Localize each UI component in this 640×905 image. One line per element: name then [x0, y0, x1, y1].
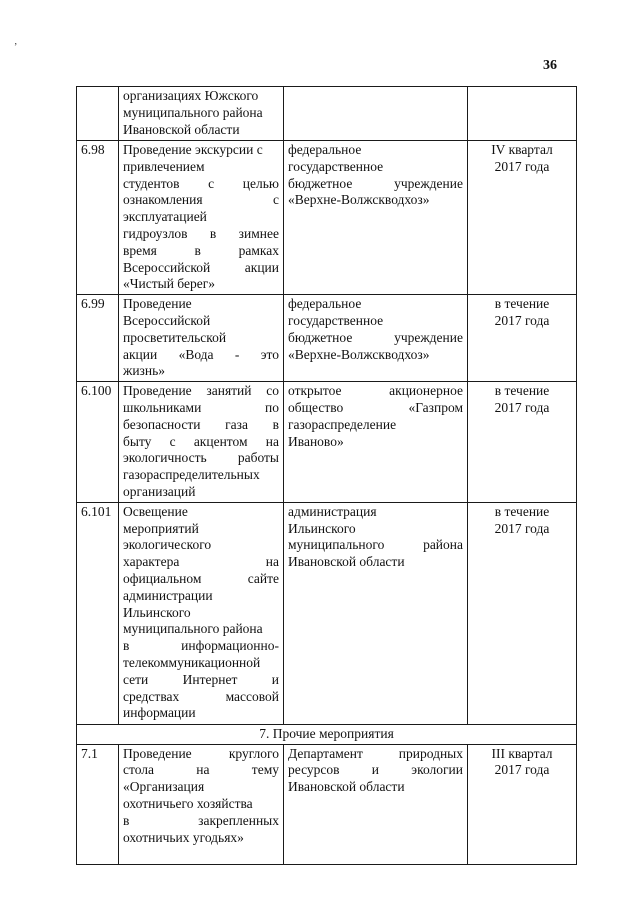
event-line: школьниками по — [123, 399, 279, 415]
term-cell — [468, 382, 577, 503]
event-cell — [119, 502, 284, 724]
term-line: 2017 года — [494, 762, 550, 778]
term-line: в течение — [494, 503, 550, 519]
executor-line: Ивановской области — [288, 554, 405, 570]
term-line: IV квартал — [491, 142, 553, 157]
event-line: быту с акцентом на — [123, 433, 279, 449]
event-line: «Чистый берег» — [123, 276, 216, 292]
executor-line: бюджетное учреждение — [288, 329, 463, 345]
executor-line: газораспределение — [288, 416, 397, 432]
event-line: Проведение экскурсии с — [123, 142, 263, 157]
executor-line: общество «Газпром — [288, 399, 463, 415]
term-line: 2017 года — [494, 399, 550, 415]
term-cell — [468, 744, 577, 864]
table-row — [77, 295, 577, 382]
event-line: Проведение круглого — [123, 745, 279, 761]
event-cell — [119, 87, 284, 141]
row-number: 6.98 — [77, 141, 119, 295]
row-number: 6.100 — [77, 382, 119, 503]
event-line: организаций — [123, 483, 196, 499]
event-cell — [119, 382, 284, 503]
event-line: охотничьих угодьях» — [123, 829, 244, 845]
event-line: эксплуатацией — [123, 209, 207, 225]
section-row — [77, 724, 577, 744]
term-line: III квартал — [491, 745, 553, 761]
executor-line: ресурсов и экологии — [288, 762, 463, 778]
term-line: 2017 года — [494, 158, 550, 174]
event-line: акции «Вода - это — [123, 346, 279, 362]
event-line: Ивановской области — [123, 121, 240, 137]
event-cell — [119, 141, 284, 295]
event-line: Освещение — [123, 503, 188, 519]
event-line: средствах массовой — [123, 688, 279, 704]
table-row — [77, 141, 577, 295]
event-line: в закрепленных — [123, 812, 279, 828]
event-line: организациях Южского — [123, 88, 259, 103]
executor-cell — [284, 382, 468, 503]
executor-line: Иваново» — [288, 433, 344, 449]
term-line: 2017 года — [494, 312, 550, 328]
event-line: официальном сайте — [123, 570, 279, 586]
event-line: Проведение — [123, 296, 192, 312]
term-cell — [468, 295, 577, 382]
term-line: в течение — [494, 383, 550, 399]
event-line: в информационно- — [123, 638, 279, 654]
table-row — [77, 87, 577, 141]
executor-line: федеральное — [288, 142, 362, 157]
event-line: жизнь» — [123, 363, 166, 379]
table-row — [77, 744, 577, 864]
event-line: гидроузлов в зимнее — [123, 225, 279, 241]
event-line: экологического — [123, 537, 212, 553]
executor-cell — [284, 502, 468, 724]
term-cell — [468, 502, 577, 724]
row-number: 7.1 — [77, 744, 119, 864]
executor-cell — [284, 744, 468, 864]
event-line: муниципального района — [123, 621, 263, 637]
event-line: время в рамках — [123, 242, 279, 258]
event-line: характера на — [123, 554, 279, 570]
event-line: привлечением — [123, 158, 205, 174]
event-line: газораспределительных — [123, 467, 260, 483]
event-line: ознакомления с — [123, 192, 279, 208]
term-line: в течение — [494, 296, 550, 312]
executor-line: федеральное — [288, 296, 362, 312]
executor-line: «Верхне-Волжскводхоз» — [288, 346, 430, 362]
event-cell — [119, 295, 284, 382]
executor-line: Департамент природных — [288, 745, 463, 761]
term-cell — [468, 141, 577, 295]
row-number: 6.101 — [77, 502, 119, 724]
term-line: 2017 года — [494, 520, 550, 536]
event-line: муниципального района — [123, 104, 263, 120]
table-row — [77, 382, 577, 503]
executor-cell — [284, 295, 468, 382]
event-line: мероприятий — [123, 520, 199, 536]
event-line: информации — [123, 705, 196, 721]
event-line: телекоммуникационной — [123, 654, 261, 670]
event-line: «Организация — [123, 779, 205, 795]
executor-line: бюджетное учреждение — [288, 175, 463, 191]
executor-cell — [284, 87, 468, 141]
executor-line: Ивановской области — [288, 779, 405, 795]
table-row — [77, 502, 577, 724]
event-line: администрации — [123, 587, 213, 603]
event-line: стола на тему — [123, 762, 279, 778]
executor-line: «Верхне-Волжскводхоз» — [288, 192, 430, 208]
event-line: сети Интернет и — [123, 671, 279, 687]
executor-line: государственное — [288, 158, 384, 174]
executor-line: администрация — [288, 503, 377, 519]
section-title: 7. Прочие мероприятия — [77, 724, 577, 744]
executor-line: государственное — [288, 312, 384, 328]
event-line: охотничьего хозяйства — [123, 795, 253, 811]
row-number — [77, 87, 119, 141]
event-line: Всероссийской акции — [123, 259, 279, 275]
event-line: Ильинского — [123, 604, 191, 620]
page-number: 36 — [543, 58, 557, 73]
event-line: экологичность работы — [123, 450, 279, 466]
event-line: безопасности газа в — [123, 416, 279, 432]
executor-line: открытое акционерное — [288, 383, 463, 399]
event-cell — [119, 744, 284, 864]
event-line: Проведение занятий со — [123, 383, 279, 399]
executor-cell — [284, 141, 468, 295]
measures-table — [76, 86, 577, 865]
row-number: 6.99 — [77, 295, 119, 382]
event-line: Всероссийской — [123, 312, 211, 328]
executor-line: муниципального района — [288, 537, 463, 553]
stray-mark: ʼ — [14, 42, 18, 53]
event-line: просветительской — [123, 329, 227, 345]
event-line: студентов с целью — [123, 175, 279, 191]
executor-line: Ильинского — [288, 520, 356, 536]
term-cell — [468, 87, 577, 141]
